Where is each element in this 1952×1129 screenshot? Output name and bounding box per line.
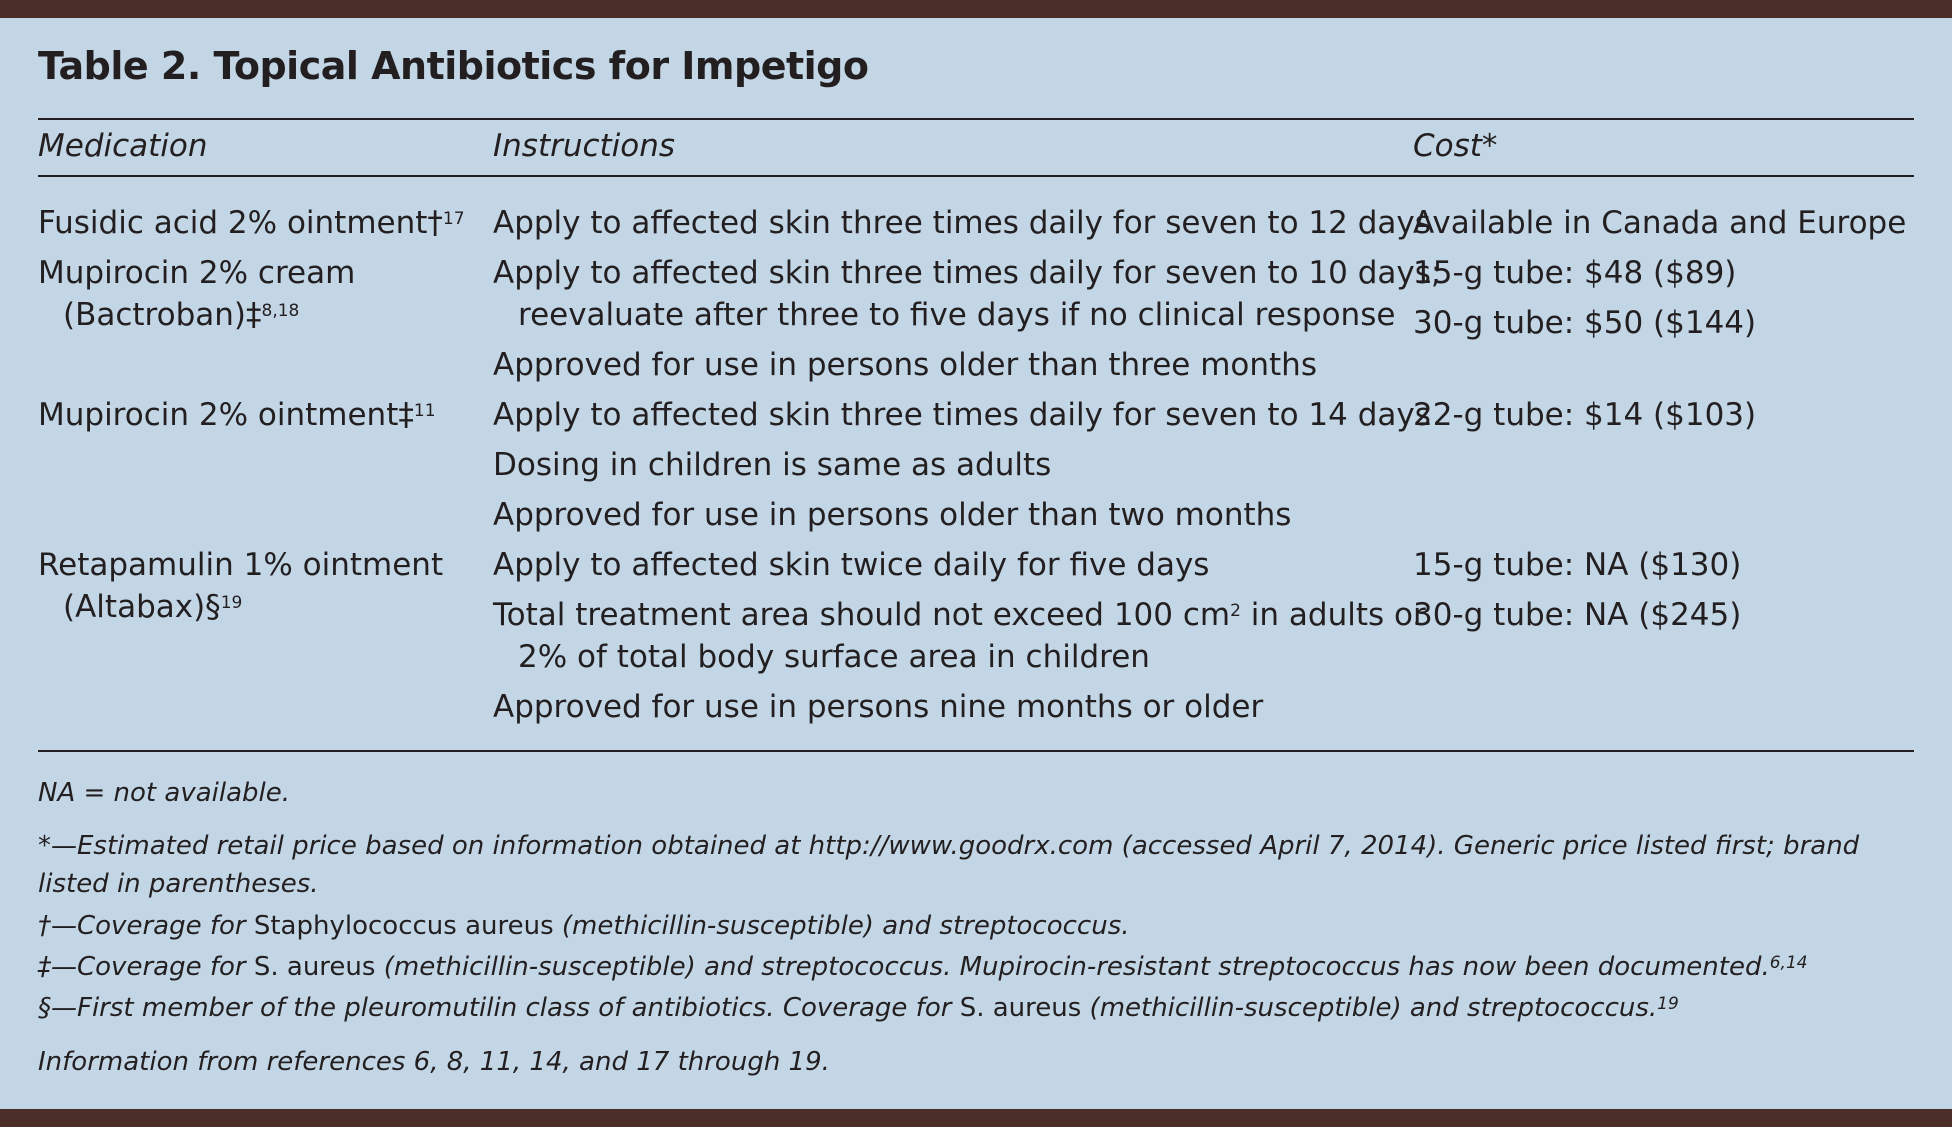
top-border-bar (0, 0, 1952, 18)
header-cost: Cost* (1413, 128, 1498, 164)
table-title: Table 2. Topical Antibiotics for Impetigo (38, 44, 869, 88)
instruction-line: Approved for use in persons older than three months (493, 347, 1317, 383)
instruction-line: Total treatment area should not exceed 100 $cm^2$ in adults or (493, 597, 1426, 633)
instruction-line: 2% of total body surface area in children (518, 639, 1150, 675)
medication-cell-brand: (Bactroban)‡$^{8,18}$ (63, 297, 300, 333)
bottom-border-bar (0, 1109, 1952, 1127)
footnote-na: NA = not available. (38, 778, 291, 808)
footnote-double-dagger: ‡—Coverage for S. aureus (methicillin-susceptible) and streptococcus. Mupirocin-resistant streptococcus has now been documented.$^{6,14}$ (38, 952, 1808, 982)
cost-line: 22-g tube: $14 ($103) (1413, 397, 1757, 433)
footnote-cost: *—Estimated retail price based on information obtained at http://www.goodrx.com (accessed April 7, 2014). Generic price listed first; brand listed in parentheses. (38, 831, 1860, 899)
cost-line: Available in Canada and Europe (1413, 205, 1907, 241)
header-instructions: Instructions (493, 128, 676, 164)
cost-line: 15-g tube: $48 ($89) (1413, 255, 1737, 291)
cost-line: 15-g tube: NA ($130) (1413, 547, 1742, 583)
instruction-line: Approved for use in persons nine months or older (493, 689, 1264, 725)
cost-line: 30-g tube: $50 ($144) (1413, 305, 1757, 341)
header-medication: Medication (38, 128, 208, 164)
instruction-line: Apply to affected skin three times daily for seven to 10 days; (493, 255, 1442, 291)
instruction-line: reevaluate after three to five days if no clinical response (518, 297, 1396, 333)
medication-cell-brand: (Altabax)§$^{19}$ (63, 589, 243, 625)
instruction-line: Dosing in children is same as adults (493, 447, 1052, 483)
cost-line: 30-g tube: NA ($245) (1413, 597, 1742, 633)
instruction-line: Apply to affected skin three times daily for seven to 12 days (493, 205, 1431, 241)
footnote-sources: Information from references 6, 8, 11, 14, and 17 through 19. (38, 1047, 830, 1077)
medication-cell: Retapamulin 1% ointment (38, 547, 444, 583)
medication-cell: Mupirocin 2% ointment‡$^{11}$ (38, 397, 436, 433)
medication-cell: Fusidic acid 2% ointment†$^{17}$ (38, 205, 465, 241)
footnote-dagger: †—Coverage for Staphylococcus aureus (methicillin-susceptible) and streptococcus. (38, 911, 1130, 941)
header-bottom-rule (38, 175, 1914, 177)
instruction-line: Apply to affected skin twice daily for five days (493, 547, 1210, 583)
header-top-rule (38, 118, 1914, 120)
instruction-line: Apply to affected skin three times daily for seven to 14 days (493, 397, 1431, 433)
instruction-line: Approved for use in persons older than two months (493, 497, 1292, 533)
footnote-section: §—First member of the pleuromutilin class of antibiotics. Coverage for S. aureus (methicillin-susceptible) and streptococcus.$^{19}$ (38, 993, 1679, 1023)
table-bottom-rule (38, 750, 1914, 752)
medication-cell: Mupirocin 2% cream (38, 255, 356, 291)
